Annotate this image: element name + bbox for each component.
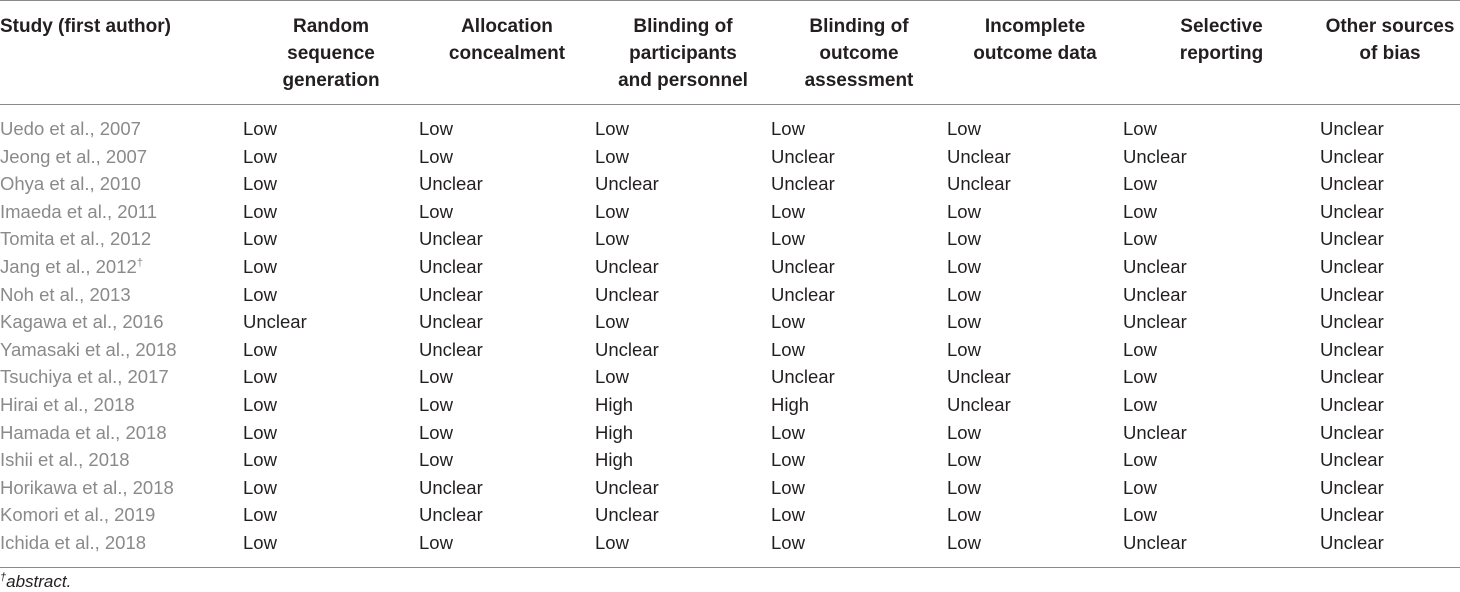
table-body (0, 105, 1460, 568)
bias-rating-cell: Low (243, 421, 277, 443)
study-cell (0, 225, 243, 253)
bias-rating-cell: Unclear (243, 311, 307, 333)
bias-rating-cell: Low (419, 529, 595, 567)
bias-rating-cell: Low (771, 449, 805, 471)
study-name: Imaeda et al., 2011 (0, 200, 158, 222)
bias-rating-cell: Unclear (595, 338, 659, 360)
bias-rating-cell: Unclear (1123, 421, 1187, 443)
study-cell (0, 143, 243, 171)
study-cell (0, 474, 243, 502)
table-row (0, 281, 1460, 309)
bias-rating-cell: Low (243, 145, 277, 167)
bias-rating-cell: Low (243, 393, 277, 415)
bias-rating-cell: Low (947, 283, 981, 305)
study-name: Tomita et al., 2012 (0, 228, 152, 250)
table-row (0, 143, 1460, 171)
study-name: Hirai et al., 2018 (0, 393, 135, 415)
study-name: Ohya et al., 2010 (0, 173, 141, 195)
bias-rating-cell: Unclear (419, 311, 483, 333)
study-cell (0, 501, 243, 529)
bias-rating-cell: Unclear (419, 228, 483, 250)
bias-rating-cell: Low (419, 393, 453, 415)
column-header: Other sources of bias (1320, 1, 1460, 105)
bias-rating-cell: Low (947, 529, 1123, 567)
bias-rating-cell: Unclear (1320, 421, 1384, 443)
bias-rating-cell: Low (595, 145, 629, 167)
bias-rating-cell: Low (419, 118, 453, 139)
study-cell (0, 419, 243, 447)
bias-rating-cell: Low (595, 200, 629, 222)
bias-rating-cell: Low (243, 228, 277, 250)
bias-rating-cell: Low (243, 366, 277, 388)
study-cell (0, 105, 243, 143)
bias-rating-cell: Unclear (1320, 476, 1384, 498)
bias-rating-cell: Low (1123, 173, 1157, 195)
table-row (0, 529, 1460, 567)
bias-rating-cell: Low (595, 311, 629, 333)
bias-rating-cell: Low (947, 504, 981, 526)
footnote (0, 572, 71, 592)
bias-rating-cell: Unclear (1320, 200, 1384, 222)
study-name: Jeong et al., 2007 (0, 145, 148, 167)
study-cell (0, 446, 243, 474)
footnote-text: abstract. (6, 572, 72, 591)
bias-rating-cell: Low (243, 255, 277, 277)
bias-rating-cell: Low (243, 173, 277, 195)
study-name: Yamasaki et al., 2018 (0, 338, 177, 360)
bias-rating-cell: Low (419, 145, 453, 167)
bias-rating-cell: Low (947, 476, 981, 498)
bias-rating-cell: Low (419, 200, 453, 222)
bias-rating-cell: Low (1123, 393, 1157, 415)
study-name: Noh et al., 2013 (0, 283, 131, 305)
study-name: Ichida et al., 2018 (0, 531, 147, 553)
bias-rating-cell: High (771, 393, 810, 415)
table-row (0, 253, 1460, 281)
bias-rating-cell: Unclear (947, 173, 1011, 195)
header-row (0, 1, 1460, 105)
bias-rating-cell: High (595, 449, 634, 471)
bias-rating-cell: Unclear (1320, 449, 1384, 471)
bias-rating-cell: Unclear (771, 173, 835, 195)
bias-rating-cell: Unclear (595, 173, 659, 195)
bias-rating-cell: Unclear (1320, 504, 1384, 526)
bias-rating-cell: Low (243, 504, 277, 526)
study-cell (0, 281, 243, 309)
bias-rating-cell: Low (771, 311, 805, 333)
table-row (0, 501, 1460, 529)
bias-rating-cell: Low (1123, 228, 1157, 250)
bias-rating-cell: Low (243, 529, 419, 567)
column-header: Blinding of participants and personnel (595, 1, 771, 105)
column-header: Random sequence generation (243, 1, 419, 105)
bias-rating-cell: Unclear (1123, 145, 1187, 167)
study-name: Jang et al., 2012 (0, 255, 137, 277)
bias-rating-cell: Unclear (1320, 173, 1384, 195)
bias-rating-cell: Low (243, 118, 277, 139)
bias-rating-cell: Unclear (1320, 145, 1384, 167)
bias-rating-cell: Low (419, 366, 453, 388)
table-header (0, 1, 1460, 105)
bias-rating-cell: Unclear (947, 393, 1011, 415)
bias-rating-cell: Low (1123, 504, 1157, 526)
bias-rating-cell: Unclear (419, 255, 483, 277)
bias-rating-cell: Low (595, 529, 771, 567)
table-row (0, 105, 1460, 143)
bias-rating-cell: Unclear (419, 476, 483, 498)
table-row (0, 170, 1460, 198)
bias-rating-cell: Unclear (1320, 283, 1384, 305)
bias-rating-cell: Low (1123, 449, 1157, 471)
bias-rating-cell: Unclear (595, 283, 659, 305)
column-header: Incomplete outcome data (947, 1, 1123, 105)
table-row (0, 474, 1460, 502)
bias-rating-cell: Unclear (419, 283, 483, 305)
bias-rating-cell: Unclear (1320, 393, 1384, 415)
bias-rating-cell: Low (771, 228, 805, 250)
bias-rating-cell: Low (595, 366, 629, 388)
bias-rating-cell: Unclear (419, 173, 483, 195)
table-row (0, 308, 1460, 336)
bias-rating-cell: Unclear (1320, 529, 1460, 567)
bias-rating-cell: Unclear (771, 366, 835, 388)
bias-rating-cell: Low (243, 338, 277, 360)
bias-rating-cell: Low (1123, 338, 1157, 360)
study-cell (0, 253, 243, 281)
bias-rating-cell: Low (243, 476, 277, 498)
bias-rating-cell: Low (947, 118, 981, 139)
footnote-symbol: † (0, 571, 7, 584)
bias-rating-cell: Unclear (1320, 118, 1384, 139)
bias-rating-cell: Unclear (1123, 311, 1187, 333)
column-header: Study (first author) (0, 1, 243, 105)
bias-rating-cell: Low (947, 228, 981, 250)
bias-rating-cell: Unclear (947, 145, 1011, 167)
bias-rating-cell: Unclear (1123, 255, 1187, 277)
bias-rating-cell: Low (947, 311, 981, 333)
study-cell (0, 308, 243, 336)
study-cell (0, 170, 243, 198)
bias-rating-cell: Unclear (771, 255, 835, 277)
study-cell (0, 391, 243, 419)
bias-rating-cell: Low (771, 529, 947, 567)
bias-rating-cell: Unclear (419, 338, 483, 360)
bias-rating-cell: Low (243, 200, 277, 222)
table-row (0, 225, 1460, 253)
bias-rating-cell: Low (947, 449, 981, 471)
study-name: Tsuchiya et al., 2017 (0, 366, 169, 388)
bias-rating-cell: Low (771, 421, 805, 443)
study-name: Uedo et al., 2007 (0, 118, 141, 139)
bias-rating-cell: Low (1123, 200, 1157, 222)
study-cell (0, 529, 243, 567)
bias-rating-cell: Low (1123, 118, 1157, 139)
bias-rating-cell: Low (947, 255, 981, 277)
table-row (0, 336, 1460, 364)
table-row (0, 419, 1460, 447)
bias-rating-cell: Unclear (1320, 228, 1384, 250)
bias-rating-cell: Unclear (1320, 311, 1384, 333)
bias-rating-cell: Unclear (947, 366, 1011, 388)
bias-rating-cell: Low (947, 338, 981, 360)
bias-rating-cell: Low (1123, 476, 1157, 498)
bias-rating-cell: Low (1123, 366, 1157, 388)
table-row (0, 363, 1460, 391)
study-name: Ishii et al., 2018 (0, 449, 130, 471)
bias-rating-cell: High (595, 421, 634, 443)
column-header: Selective reporting (1123, 1, 1320, 105)
bias-rating-cell: Low (419, 449, 453, 471)
table-row (0, 446, 1460, 474)
column-header: Blinding of outcome assessment (771, 1, 947, 105)
column-header: Allocation concealment (419, 1, 595, 105)
bias-rating-cell: Unclear (1320, 366, 1384, 388)
study-cell (0, 198, 243, 226)
bias-rating-cell: Unclear (1123, 283, 1187, 305)
study-cell (0, 363, 243, 391)
bias-rating-cell: Low (419, 421, 453, 443)
footnote-marker: † (136, 256, 143, 269)
bias-rating-cell: Low (947, 421, 981, 443)
bias-rating-cell: Low (771, 338, 805, 360)
study-cell (0, 336, 243, 364)
study-name: Horikawa et al., 2018 (0, 476, 174, 498)
bias-rating-cell: Low (771, 118, 805, 139)
study-name: Komori et al., 2019 (0, 504, 156, 526)
bias-rating-cell: Unclear (1320, 338, 1384, 360)
bias-rating-cell: Low (771, 200, 805, 222)
bias-rating-cell: Low (243, 449, 277, 471)
study-name: Hamada et al., 2018 (0, 421, 167, 443)
bias-rating-cell: Unclear (1123, 529, 1320, 567)
bias-rating-cell: High (595, 393, 634, 415)
bias-rating-cell: Unclear (771, 283, 835, 305)
bias-rating-cell: Unclear (419, 504, 483, 526)
study-name: Kagawa et al., 2016 (0, 311, 164, 333)
bias-rating-cell: Low (595, 118, 629, 139)
bias-rating-cell: Unclear (595, 504, 659, 526)
bias-rating-cell: Unclear (595, 476, 659, 498)
bias-rating-cell: Low (947, 200, 981, 222)
table-row (0, 391, 1460, 419)
bias-rating-cell: Low (771, 476, 805, 498)
bias-rating-cell: Unclear (595, 255, 659, 277)
bias-rating-cell: Low (243, 283, 277, 305)
bias-rating-cell: Low (771, 504, 805, 526)
bias-rating-cell: Unclear (1320, 255, 1384, 277)
bias-rating-cell: Unclear (771, 145, 835, 167)
table-row (0, 198, 1460, 226)
bias-rating-cell: Low (595, 228, 629, 250)
